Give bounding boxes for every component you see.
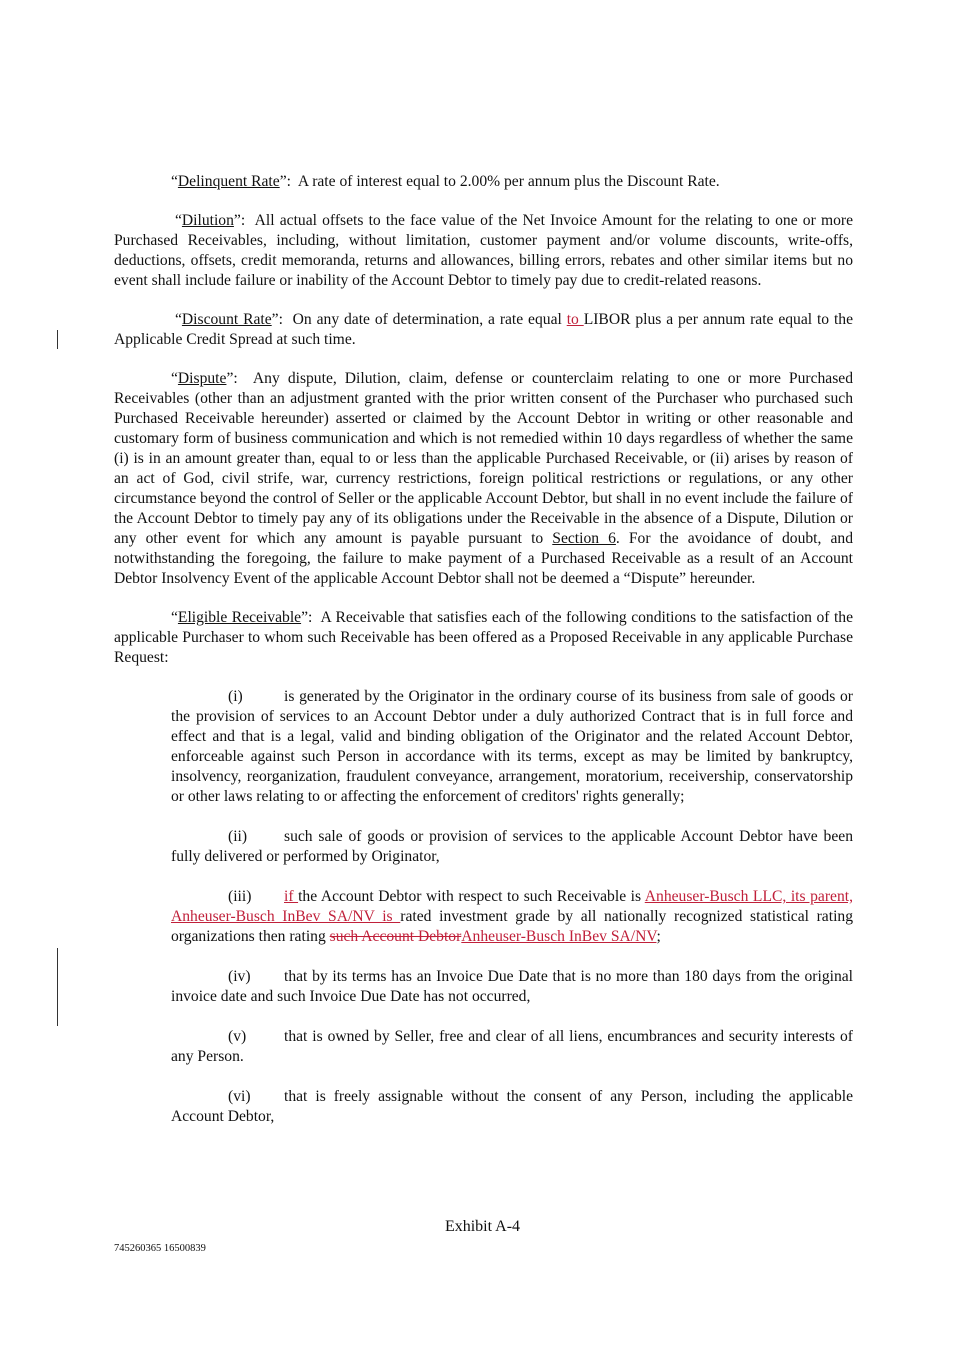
document-page xyxy=(114,172,853,1147)
definition-dilution: “Dilution”: All actual offsets to the face value of the Net Invoice Amount for the relating to one or more Purchased Receivables, including, without limitation, customer payment and/or volume discounts, write-offs, deductions, offsets, credit memoranda, returns and allowances, billing errors, rebates and other similar items but no event shall include failure or inability of the Account Debtor to timely pay due to credit-related reasons. xyxy=(114,212,854,289)
page-label: Exhibit A-4 xyxy=(444,1218,521,1235)
clause-number: (iii) xyxy=(228,888,252,905)
defined-term: Dilution xyxy=(181,212,234,229)
definition-eligible-receivable: “Eligible Receivable”: A Receivable that satisfies each of the following conditions to the satisfaction of the applicable Purchaser to whom such Receivable has been offered as a Proposed Receivable in any applicable Purchase Request: xyxy=(114,609,853,666)
clause-number: (vi) xyxy=(228,1088,251,1105)
clause-number: (iv) xyxy=(228,968,251,985)
document-id: 745260365 16500839 xyxy=(114,1243,206,1254)
defined-term: Dispute xyxy=(177,370,227,387)
definition-dispute: “Dispute”: Any dispute, Dilution, claim, defense or counterclaim relating to one or more Purchased Receivables (other than an adjustment granted with the prior written consent of the Purchaser who purchased such Purchased Receivable hereunder) asserted or claimed by the Account Debtor in writing or other reasonable and customary form of business communication and which is not remedied within 10 days regardless of whether the same (i) is in an amount greater than, equal to or less than the applicable Purchased Receivable, or (ii) arises by reason of an act of God, civil strife, war, currency restrictions, foreign political restrictions or regulations, or any other circumstance beyond the control of Seller or the applicable Account Debtor, but shall in no event include the failure of the Account Debtor to timely pay any of its obligations under the Receivable in the absence of a Dispute, Dilution or any other event for which any amount is payable pursuant to Section 6. For the avoidance of doubt, and notwithstanding the foregoing, the failure to make payment of a Purchased Receivable as a result of an Account Debtor Insolvency Event of the applicable Account Debtor shall not be deemed a “Dispute” hereunder. xyxy=(114,370,853,587)
clause-number: (v) xyxy=(228,1028,247,1045)
clause-iv: (iv) that by its terms has an Invoice Due Date that is no more than 180 days from the original invoice date and such Invoice Due Date has not occurred, xyxy=(171,968,853,1005)
clause-iii: (iii) if the Account Debtor with respect to such Receivable is Anheuser-Busch LLC, its parent, Anheuser-Busch InBev SA/NV is rated investment grade by all nationally recognized statistical rating organizations then rating such Account DebtorAnheuser-Busch InBev SA/NV; xyxy=(171,888,853,945)
clause-number: (i) xyxy=(228,688,243,705)
section-reference: Section 6 xyxy=(552,530,616,547)
change-bar xyxy=(57,948,58,1026)
clause-number: (ii) xyxy=(228,828,248,845)
definition-delinquent-rate: “Delinquent Rate”: A rate of interest equal to 2.00% per annum plus the Discount Rate. xyxy=(171,173,720,190)
defined-term: Eligible Receivable xyxy=(177,609,302,626)
inserted-text: to xyxy=(566,311,584,328)
inserted-text: if xyxy=(284,888,299,905)
clause-ii: (ii) such sale of goods or provision of services to the applicable Account Debtor have been fully delivered or performed by Originator, xyxy=(171,828,853,865)
inserted-text: Anheuser-Busch InBev SA/NV xyxy=(461,928,657,945)
deleted-text: such Account Debtor xyxy=(329,928,462,945)
clause-vi: (vi) that is freely assignable without the consent of any Person, including the applicable Account Debtor, xyxy=(171,1088,853,1125)
change-bar xyxy=(57,330,58,349)
clause-i: (i) is generated by the Originator in the ordinary course of its business from sale of goods or the provision of services to an Account Debtor under a duly authorized Contract that is in full force and effect and that is a legal, valid and binding obligation of the Originator and the related Account Debtor, enforceable against such Person in accordance with its terms, except as may be limited by bankruptcy, insolvency, reorganization, fraudulent conveyance, arrangement, moratorium, receivership, conservatorship or other laws relating to or affecting the enforcement of creditors' rights generally; xyxy=(171,688,853,805)
defined-term: Discount Rate xyxy=(181,311,272,328)
inserted-text: Anheuser-Busch LLC, its parent, Anheuser-Busch InBev SA/NV is xyxy=(171,888,853,925)
definition-discount-rate: “Discount Rate”: On any date of determination, a rate equal to LIBOR plus a per annum rate equal to the Applicable Credit Spread at such time. xyxy=(114,311,853,348)
defined-term: Delinquent Rate xyxy=(177,173,280,190)
clause-v: (v) that is owned by Seller, free and clear of all liens, encumbrances and security interests of any Person. xyxy=(171,1028,853,1065)
